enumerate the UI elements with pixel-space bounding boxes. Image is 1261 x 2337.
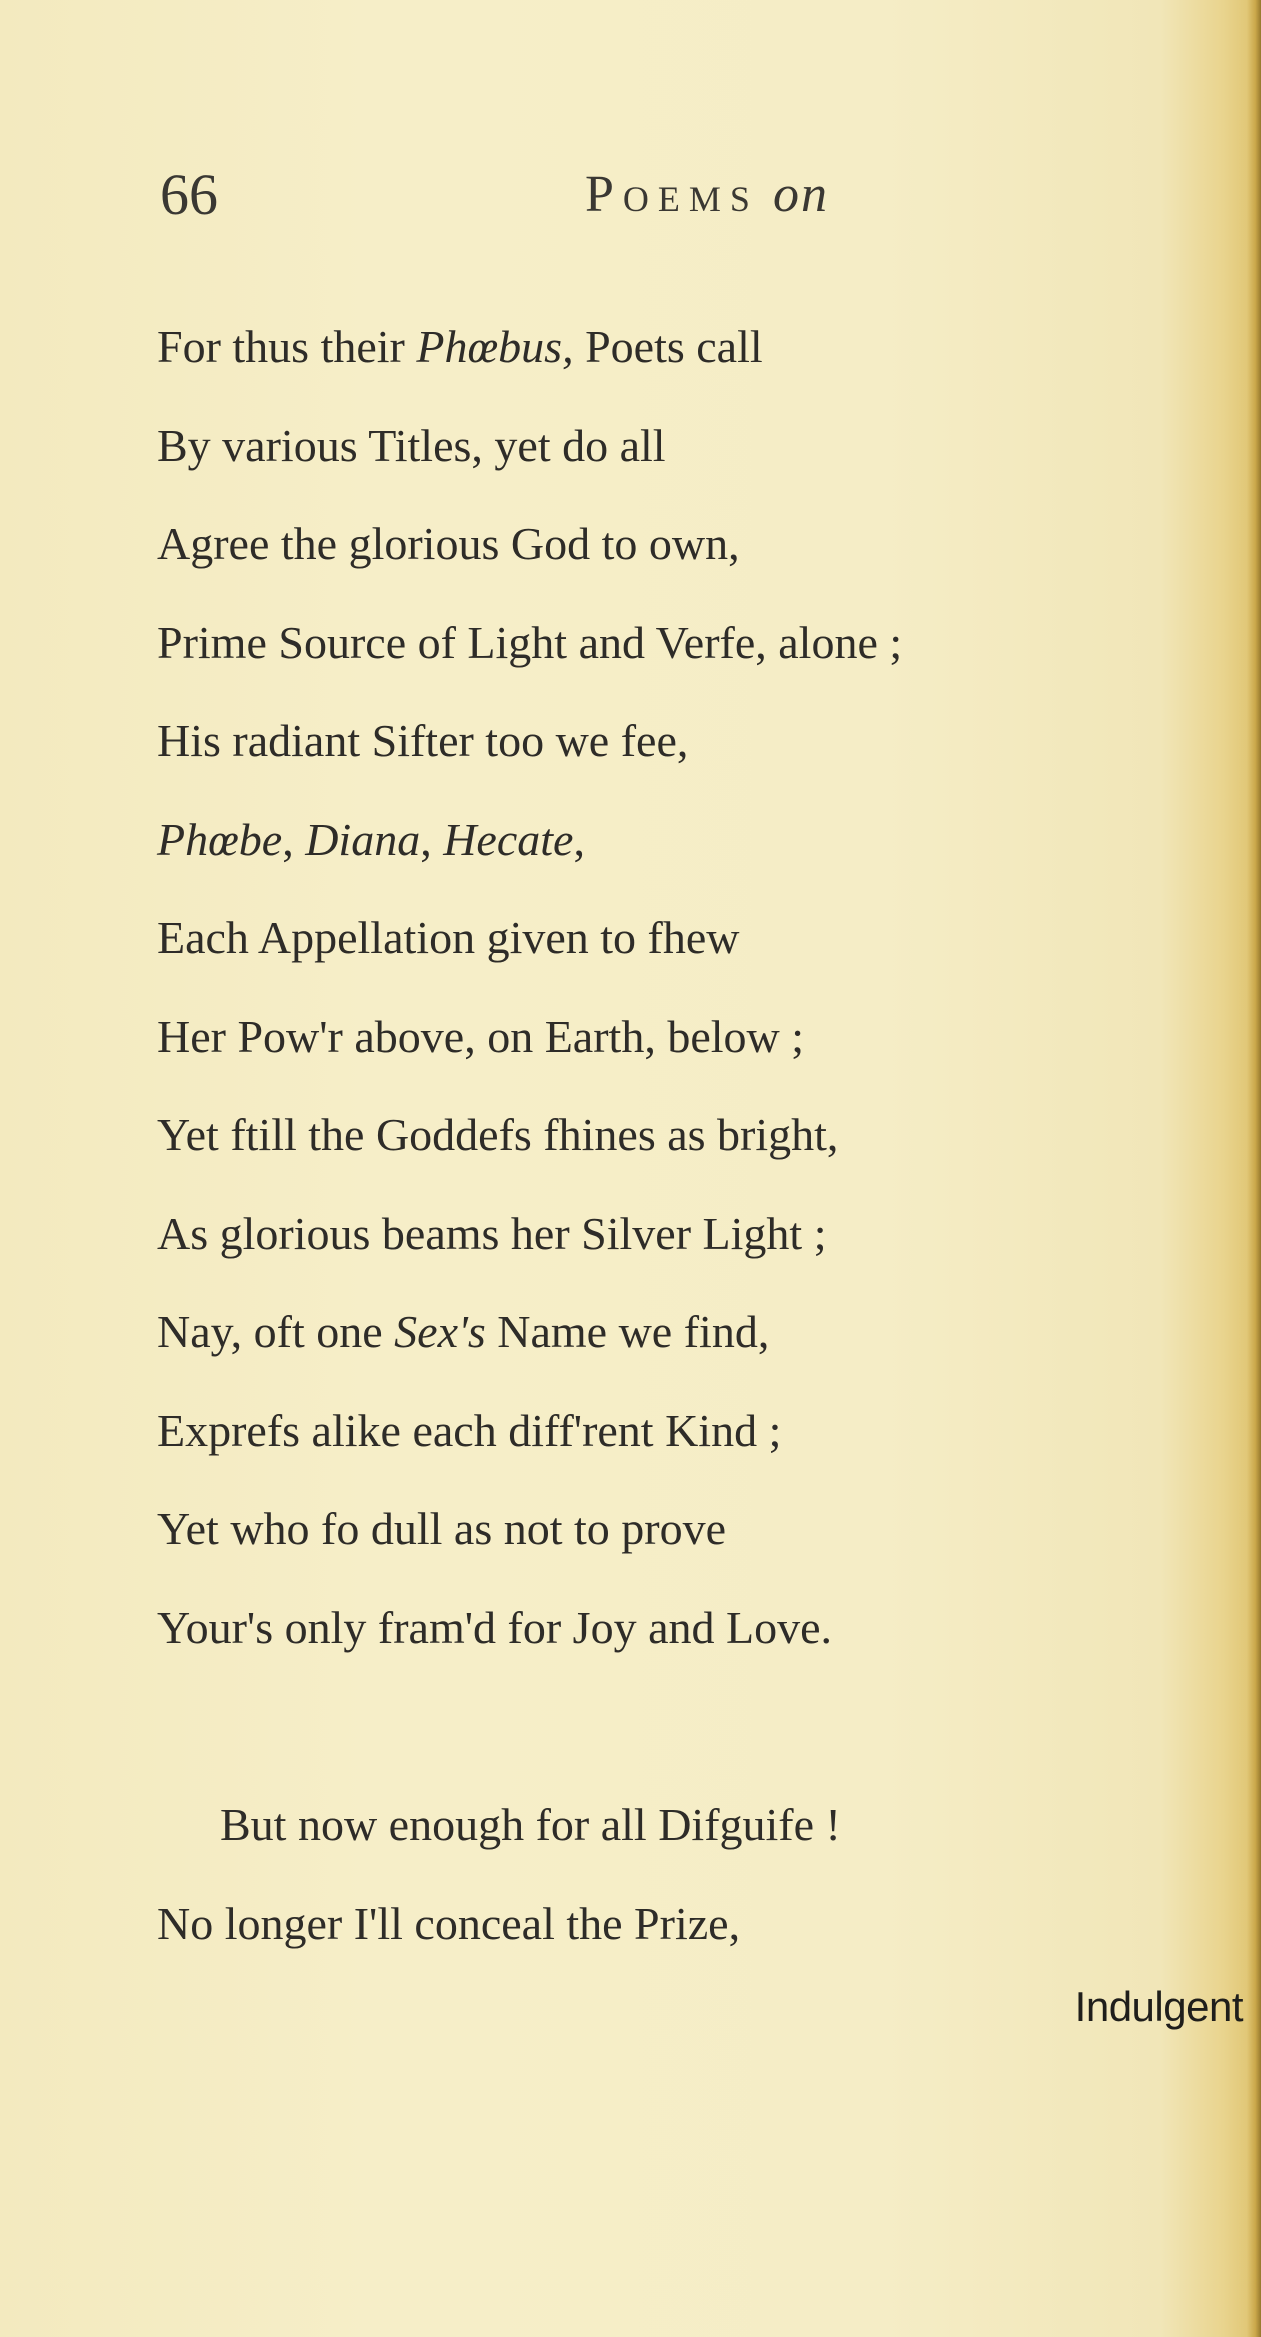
poem-line-15: But now enough for all Difguife ! (220, 1799, 841, 1850)
line-11-italic-word: Sex's (394, 1306, 486, 1357)
line-1-text-end: Poets call (573, 321, 763, 372)
line-11-text-start: Nay, oft one (157, 1306, 395, 1357)
poem-line-12: Exprefs alike each diff'rent Kind ; (157, 1404, 782, 1456)
poem-line-3: Agree the glorious God to own, (157, 518, 740, 569)
poem-line-7: Each Appellation given to fhew (157, 912, 740, 963)
line-1-text-start: For thus their (157, 321, 417, 372)
line-6-name-c: Hecate (443, 813, 574, 865)
poem-line-10: As glorious beams her Silver Light ; (157, 1207, 827, 1259)
poem-line-11 (157, 1283, 1107, 1382)
poem-line-2: By various Titles, yet do all (157, 419, 666, 471)
poem-line-4: Prime Source of Light and Verfe, alone ; (157, 616, 903, 668)
poem-line-16: No longer I'll conceal the Prize, (157, 1897, 741, 1949)
stanza-2 (157, 1776, 1107, 1973)
line-6-name-a: Phœbe (157, 813, 283, 865)
running-title-italic: on (772, 166, 829, 223)
line-11-text-end: Name we find, (485, 1306, 770, 1357)
line-6-name-b: Diana (305, 813, 421, 865)
page-edge-shadow (1247, 0, 1261, 2337)
poem-line-6: Phœbe, Diana, Hecate, (157, 813, 585, 865)
poem-line-13: Yet who fo dull as not to prove (157, 1503, 727, 1554)
poem-line-1 (157, 298, 1107, 397)
running-title (585, 160, 829, 230)
running-head (0, 160, 1261, 230)
poem-line-5: His radiant Sifter too we fee, (157, 715, 689, 766)
poem-line-9: Yet ftill the Goddefs fhines as bright, (157, 1109, 839, 1160)
poem-line-14: Your's only fram'd for Joy and Love. (157, 1601, 832, 1653)
stanza-1 (157, 298, 1107, 1677)
running-title-caps: Poems (585, 166, 759, 223)
poem-line-8: Her Pow'r above, on Earth, below ; (157, 1010, 805, 1062)
catchword: Indulgent (1074, 1983, 1243, 2030)
line-1-italic-name: Phœbus, (416, 321, 574, 372)
page-number: 66 (160, 162, 218, 227)
